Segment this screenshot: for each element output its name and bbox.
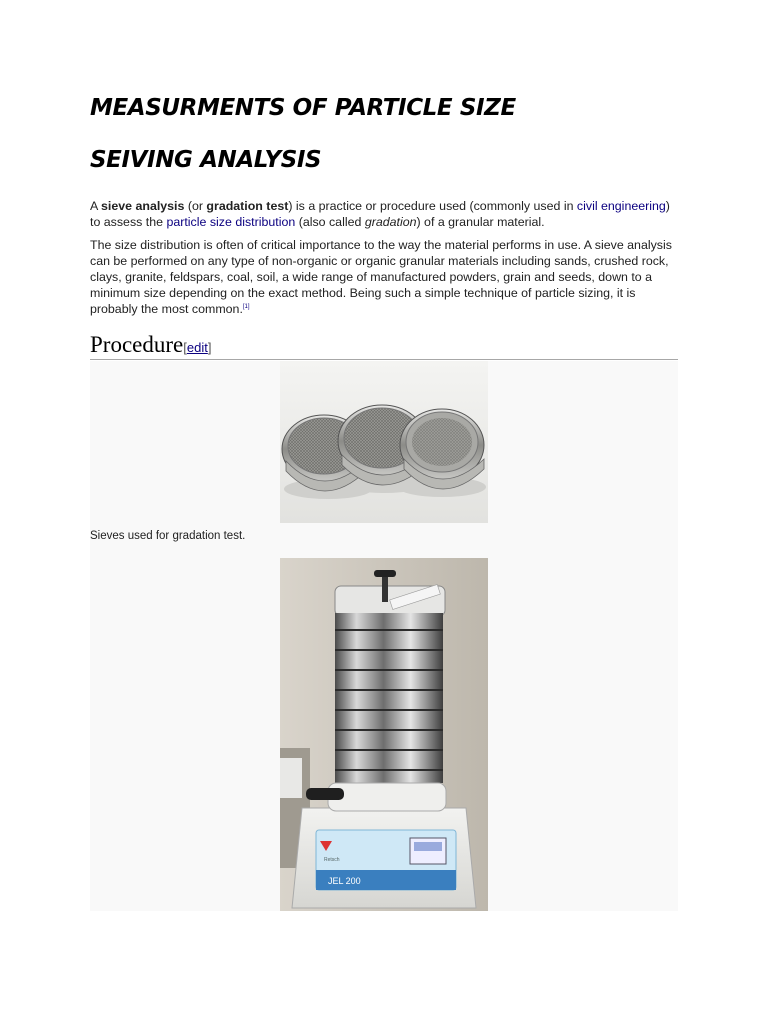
reference-1[interactable]: [1]: [242, 303, 250, 310]
para2-text: The size distribution is often of critical importance to the way the material performs in use. A sieve analysis can be performed on any type of non-organic or organic granular materials including sands, crushed rock, clays, granite, feldspars, coal, soil, a wide range of manufactured powders, grain and seeds, down to a minimum size depending on the exact method. Being such a simple technique of particle sizing, it is probably the most common.: [90, 238, 672, 316]
edit-link[interactable]: edit: [186, 340, 208, 355]
link-civil-engineering[interactable]: civil engineering: [576, 199, 666, 213]
para1-text-2: (or: [184, 199, 207, 213]
size-distribution-paragraph: [90, 237, 680, 317]
para1-text-6: ) of a granular material.: [416, 215, 545, 229]
edit-bracket-close: ]: [207, 340, 212, 355]
edit-bracket-open: [: [183, 340, 187, 355]
term-sieve-analysis: sieve analysis: [101, 199, 185, 213]
figure-caption: Sieves used for gradation test.: [90, 530, 246, 542]
link-particle-size-distribution[interactable]: particle size distribution: [166, 215, 296, 229]
sieve-shaker-photo: [280, 558, 488, 911]
procedure-title: Procedure: [90, 332, 184, 357]
document-title: MEASURMENTS OF PARTICLE SIZE: [90, 95, 516, 121]
para1-text-3: ) is a practice or procedure used (commonly used in: [288, 199, 577, 213]
para1-text-4: ) to assess the: [90, 199, 670, 229]
para1-text-1: A: [90, 199, 102, 213]
sieves-photo: [280, 361, 488, 523]
edit-link-wrapper: [183, 340, 211, 355]
procedure-heading: [90, 332, 678, 360]
para1-text-5: (also called: [295, 215, 365, 229]
term-gradation: gradation: [364, 215, 417, 229]
figure-panel: [90, 361, 678, 911]
shaker-model-label: JEL 200: [328, 876, 361, 886]
shaker-brand-label: Retsch: [324, 857, 340, 863]
section-heading-sieving: SEIVING ANALYSIS: [90, 147, 322, 173]
intro-paragraph: [90, 198, 680, 230]
term-gradation-test: gradation test: [206, 199, 289, 213]
